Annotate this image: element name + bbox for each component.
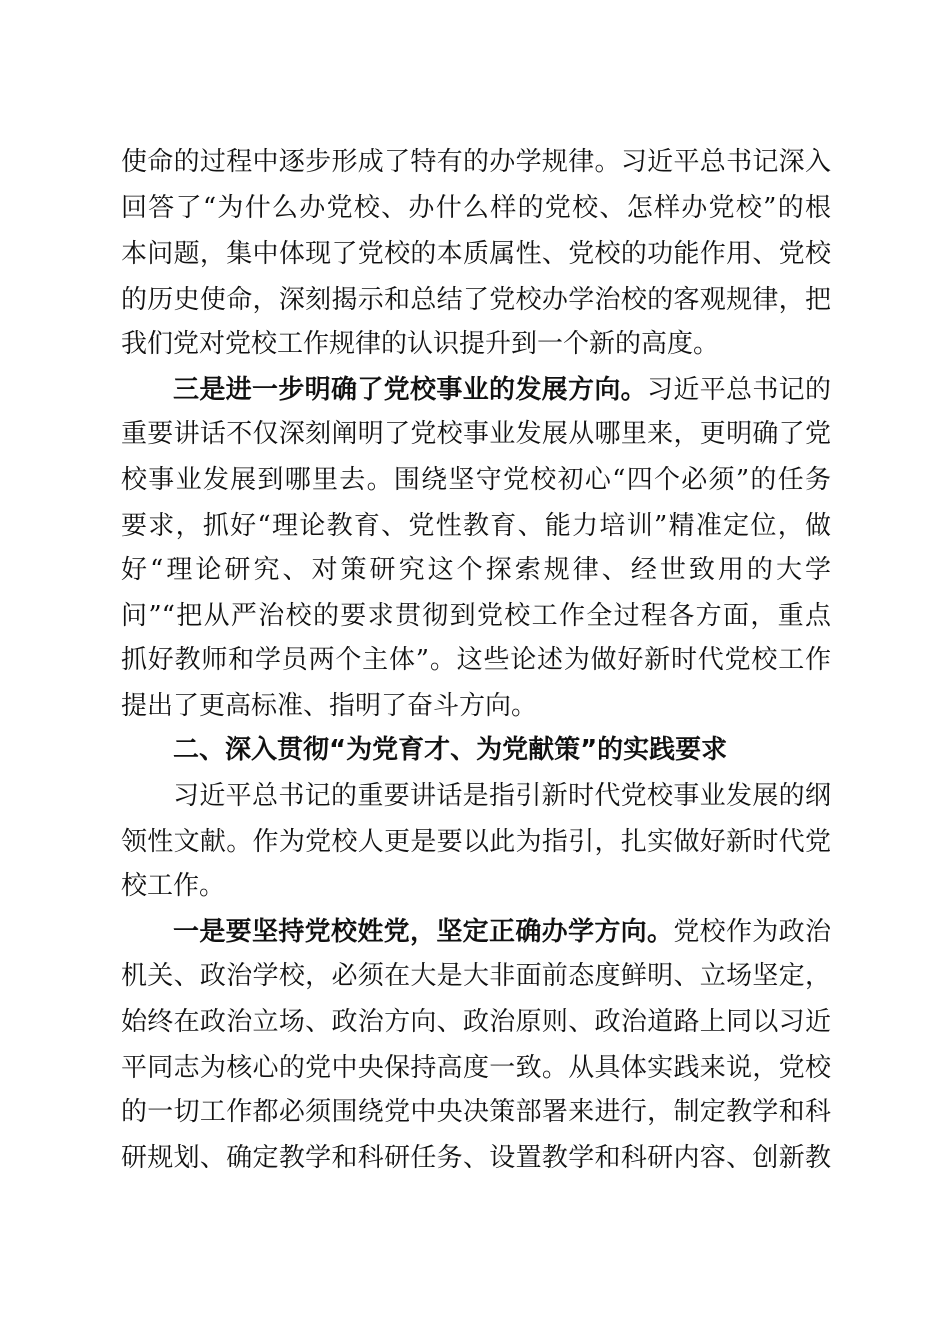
- paragraph-4-line-1: [173, 910, 831, 954]
- paragraph-1-line-3: 本问题，集中体现了党校的本质属性、党校的功能作用、党校: [121, 239, 831, 269]
- paragraph-2-line-7: 抓好教师和学员两个主体”。这些论述为做好新时代党校工作: [121, 645, 831, 675]
- paragraph-4-line-4: 平同志为核心的党中央保持高度一致。从具体实践来说，党校: [121, 1053, 831, 1083]
- paragraph-4-lead: 一是要坚持党校姓党，坚定正确办学方向。: [173, 917, 674, 947]
- paragraph-3-line-3: 校工作。: [121, 871, 226, 901]
- paragraph-3-line-2: 领性文献。作为党校人更是要以此为指引，扎实做好新时代党: [121, 827, 831, 857]
- paragraph-4-line-6: 研规划、确定教学和科研任务、设置教学和科研内容、创新教: [121, 1143, 831, 1173]
- paragraph-4-line-3: 始终在政治立场、政治方向、政治原则、政治道路上同以习近: [121, 1007, 831, 1037]
- paragraph-1-line-4: 的历史使命，深刻揭示和总结了党校办学治校的客观规律，把: [121, 285, 831, 315]
- paragraph-2-line-3: 校事业发展到哪里去。围绕坚守党校初心“四个必须”的任务: [121, 465, 831, 495]
- paragraph-1-line-2: 回答了“为什么办党校、办什么样的党校、怎样办党校”的根: [121, 193, 831, 223]
- paragraph-4-line-2: 机关、政治学校，必须在大是大非面前态度鲜明、立场坚定，: [121, 961, 831, 991]
- paragraph-2-line-5: 好“理论研究、对策研究这个探索规律、经世致用的大学: [121, 555, 831, 585]
- paragraph-2-lead: 三是进一步明确了党校事业的发展方向。: [173, 375, 647, 405]
- paragraph-2-line-8: 提出了更高标准、指明了奋斗方向。: [121, 691, 538, 721]
- paragraph-2-line-6: 问”“把从严治校的要求贯彻到党校工作全过程各方面，重点: [121, 601, 831, 631]
- paragraph-3-line-1: 习近平总书记的重要讲话是指引新时代党校事业发展的纲: [173, 781, 831, 811]
- paragraph-2-line-4: 要求，抓好“理论教育、党性教育、能力培训”精准定位，做: [121, 511, 831, 541]
- paragraph-1-line-1: 使命的过程中逐步形成了特有的办学规律。习近平总书记深入: [121, 147, 831, 177]
- section-heading: 二、深入贯彻“为党育才、为党献策”的实践要求: [173, 735, 728, 765]
- paragraph-2-line-1: [173, 368, 831, 412]
- paragraph-2-line-2: 重要讲话不仅深刻阐明了党校事业发展从哪里来，更明确了党: [121, 419, 831, 449]
- paragraph-4-line-5: 的一切工作都必须围绕党中央决策部署来进行，制定教学和科: [121, 1097, 831, 1127]
- paragraph-2-first-rest: 习近平总书记的: [646, 375, 831, 405]
- paragraph-1-line-5: 我们党对党校工作规律的认识提升到一个新的高度。: [121, 329, 720, 359]
- paragraph-4-first-rest: 党校作为政治: [673, 917, 831, 947]
